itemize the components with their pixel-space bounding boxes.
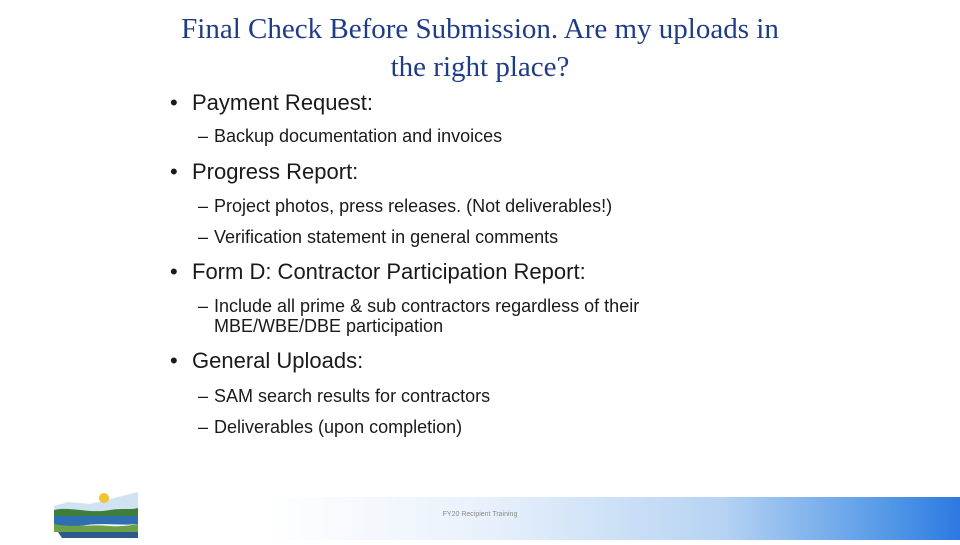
sub-bullet — [198, 296, 734, 336]
bullet-heading: Payment Request: — [192, 90, 373, 115]
slide-title: Final Check Before Submission. Are my uploads in the right place? — [181, 13, 779, 83]
sub-bullet-text: Backup documentation and invoices — [214, 126, 503, 146]
dash-glyph: – — [198, 227, 209, 247]
bullet-heading: Progress Report: — [192, 159, 359, 184]
bullet-glyph: • — [170, 259, 178, 284]
landscape-logo-icon — [50, 488, 142, 540]
bullet-heading: Form D: Contractor Participation Report: — [192, 259, 586, 284]
bullet-glyph: • — [170, 159, 178, 184]
dash-glyph: – — [198, 417, 209, 437]
dash-glyph: – — [198, 296, 209, 316]
sub-bullet-text: Include all prime & sub contractors regardless of their MBE/WBE/DBE participation — [214, 296, 640, 336]
bullet-glyph: • — [170, 90, 178, 115]
bullet-heading: General Uploads: — [192, 348, 364, 373]
sub-bullet-text: Verification statement in general comments — [214, 227, 559, 247]
sub-bullet-text: Deliverables (upon completion) — [214, 417, 463, 437]
sub-bullet-text: Project photos, press releases. (Not deliverables!) — [214, 196, 613, 216]
sub-bullet-text: SAM search results for contractors — [214, 386, 491, 406]
sub-bullet — [198, 417, 738, 437]
bullet-general-uploads — [170, 348, 363, 374]
footer-gradient-band — [170, 497, 960, 540]
bullet-progress-report — [170, 159, 358, 185]
sub-bullet — [198, 126, 738, 146]
sub-bullet — [198, 196, 738, 216]
bullet-payment-request — [170, 90, 373, 116]
bullet-form-d — [170, 259, 586, 285]
dash-glyph: – — [198, 126, 209, 146]
sub-bullet — [198, 386, 738, 406]
bullet-glyph: • — [170, 348, 178, 373]
dash-glyph: – — [198, 196, 209, 216]
sub-bullet — [198, 227, 738, 247]
footer-text: FY20 Recipient Training — [442, 511, 518, 518]
dash-glyph: – — [198, 386, 209, 406]
